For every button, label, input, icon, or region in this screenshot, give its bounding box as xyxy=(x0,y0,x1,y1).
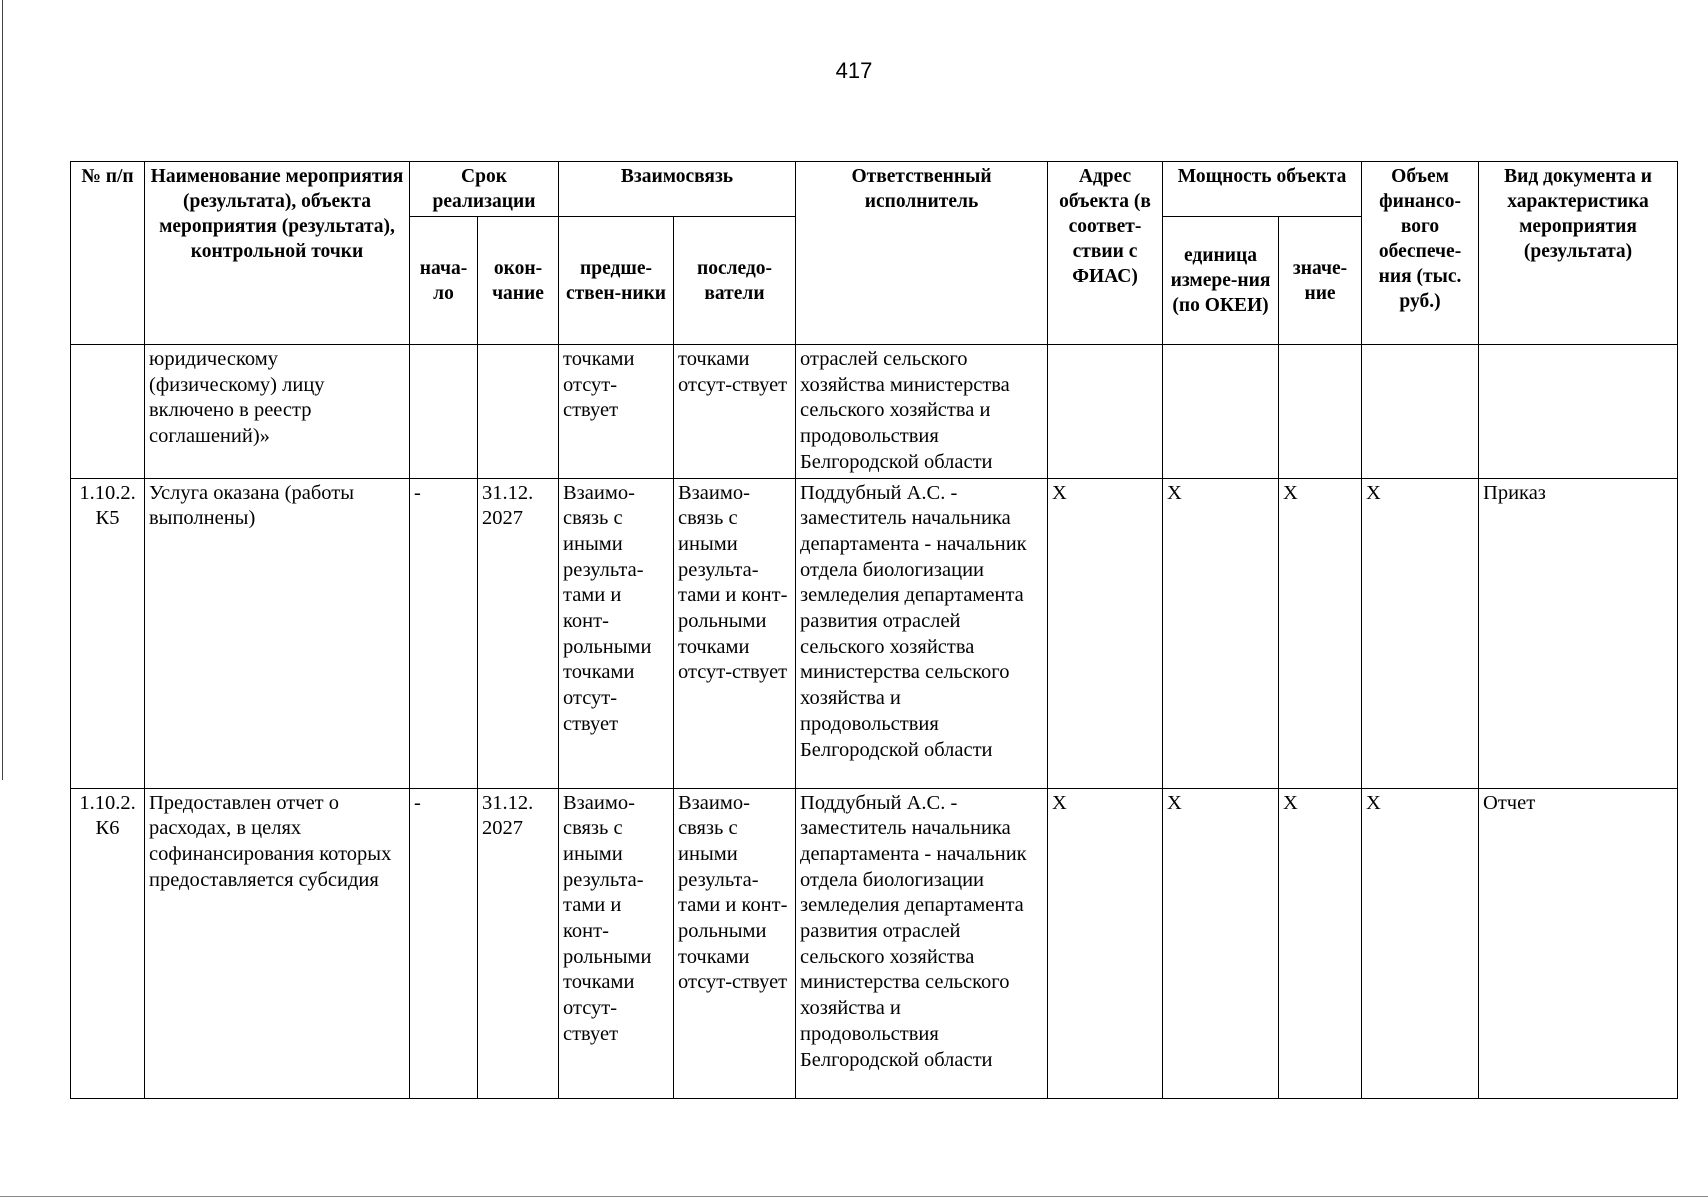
cell-value xyxy=(1279,345,1362,479)
cell-start: - xyxy=(410,788,478,1098)
cell-prev: точками отсут-ствует xyxy=(559,345,674,479)
cell-executor: Поддубный А.С. - заместитель начальника департамента - начальник отдела биологизации земледелия департамента развития отраслей сельского хозяйства министерства сельского хозяйства и продовольствия Белгородской области xyxy=(796,478,1048,788)
cell-end: 31.12. 2027 xyxy=(478,478,559,788)
table-row xyxy=(71,478,1678,788)
cell-prev: Взаимо-связь с иными результа-тами и конт-рольными точками отсут-ствует xyxy=(559,478,674,788)
header-link: Взаимосвязь xyxy=(559,162,796,217)
cell-next: точками отсут-ствует xyxy=(674,345,796,479)
cell-end: 31.12. 2027 xyxy=(478,788,559,1098)
cell-start xyxy=(410,345,478,479)
cell-end xyxy=(478,345,559,479)
header-term-start: нача-ло xyxy=(410,217,478,345)
header-row-1 xyxy=(71,162,1678,217)
header-num: № п/п xyxy=(71,162,145,345)
cell-num: 1.10.2. К5 xyxy=(71,478,145,788)
header-link-next: последо-ватели xyxy=(674,217,796,345)
cell-address: X xyxy=(1048,788,1163,1098)
cell-next: Взаимо-связь с иными результа-тами и конт-рольными точками отсут-ствует xyxy=(674,478,796,788)
scan-border-bottom xyxy=(0,1196,1708,1197)
table-row xyxy=(71,788,1678,1098)
header-name: Наименование мероприятия (результата), объекта мероприятия (результата), контрольной точки xyxy=(145,162,410,345)
header-capacity-value: значе-ние xyxy=(1279,217,1362,345)
cell-next: Взаимо-связь с иными результа-тами и конт-рольными точками отсут-ствует xyxy=(674,788,796,1098)
cell-value: X xyxy=(1279,788,1362,1098)
cell-prev: Взаимо-связь с иными результа-тами и конт-рольными точками отсут-ствует xyxy=(559,788,674,1098)
cell-start: - xyxy=(410,478,478,788)
cell-unit xyxy=(1163,345,1279,479)
header-capacity-unit: единица измере-ния (по ОКЕИ) xyxy=(1163,217,1279,345)
header-finance: Объем финансо-вого обеспече-ния (тыс. руб.) xyxy=(1362,162,1479,345)
cell-finance xyxy=(1362,345,1479,479)
cell-address xyxy=(1048,345,1163,479)
cell-executor: отраслей сельского хозяйства министерства сельского хозяйства и продовольствия Белгородской области xyxy=(796,345,1048,479)
header-address: Адрес объекта (в соответ-ствии с ФИАС) xyxy=(1048,162,1163,345)
table-row xyxy=(71,345,1678,479)
header-capacity: Мощность объекта xyxy=(1163,162,1362,217)
cell-num xyxy=(71,345,145,479)
plan-table xyxy=(70,161,1678,1099)
scan-border-left xyxy=(2,0,3,780)
page-number: 417 xyxy=(835,58,873,83)
header-executor: Ответственный исполнитель xyxy=(796,162,1048,345)
cell-doc: Отчет xyxy=(1479,788,1678,1098)
cell-unit: X xyxy=(1163,788,1279,1098)
cell-doc: Приказ xyxy=(1479,478,1678,788)
cell-finance: X xyxy=(1362,478,1479,788)
cell-address: X xyxy=(1048,478,1163,788)
header-link-prev: предше-ствен-ники xyxy=(559,217,674,345)
cell-name: Предоставлен отчет о расходах, в целях софинансирования которых предоставляется субсидия xyxy=(145,788,410,1098)
cell-value: X xyxy=(1279,478,1362,788)
header-doc: Вид документа и характеристика мероприятия (результата) xyxy=(1479,162,1678,345)
cell-name: Услуга оказана (работы выполнены) xyxy=(145,478,410,788)
cell-finance: X xyxy=(1362,788,1479,1098)
cell-name: юридическому (физическому) лицу включено в реестр соглашений)» xyxy=(145,345,410,479)
cell-unit: X xyxy=(1163,478,1279,788)
cell-num: 1.10.2. К6 xyxy=(71,788,145,1098)
cell-doc xyxy=(1479,345,1678,479)
header-term: Срок реализации xyxy=(410,162,559,217)
header-term-end: окон-чание xyxy=(478,217,559,345)
cell-executor: Поддубный А.С. - заместитель начальника департамента - начальник отдела биологизации земледелия департамента развития отраслей сельского хозяйства министерства сельского хозяйства и продовольствия Белгородской области xyxy=(796,788,1048,1098)
